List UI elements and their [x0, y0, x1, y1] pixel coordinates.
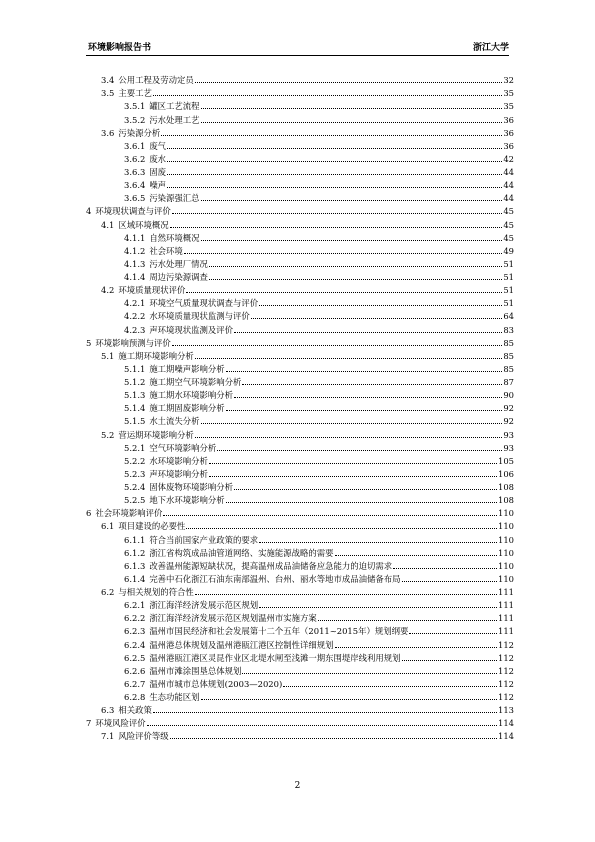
- toc-entry-title: 施工期水环境影响分析: [149, 390, 234, 401]
- toc-entry[interactable]: [86, 610, 514, 623]
- toc-entry[interactable]: [86, 85, 514, 98]
- toc-entry[interactable]: [86, 243, 514, 256]
- toc-entry-page: 36: [503, 114, 514, 125]
- toc-entry-number: 6.2.8: [124, 692, 146, 702]
- toc-dot-leader: [242, 673, 497, 674]
- toc-entry-page: 45: [503, 206, 514, 217]
- toc-entry-number: 5.1.5: [124, 416, 146, 427]
- toc-entry-page: 87: [503, 377, 514, 387]
- toc-entry[interactable]: [86, 650, 514, 663]
- toc-entry[interactable]: [86, 492, 514, 505]
- toc-entry-page: 44: [503, 193, 514, 204]
- toc-dot-leader: [402, 660, 497, 661]
- toc-dot-leader: [170, 227, 503, 228]
- toc-entry-number: 6.1.2: [124, 547, 146, 558]
- toc-entry-page: 112: [498, 639, 514, 650]
- toc-entry-page: 45: [503, 232, 514, 243]
- toc-dot-leader: [209, 279, 502, 280]
- toc-entry[interactable]: [86, 466, 514, 479]
- toc-entry[interactable]: [86, 571, 514, 584]
- toc-dot-leader: [409, 633, 497, 634]
- toc-entry-page: 108: [498, 482, 514, 492]
- toc-entry-page: 49: [503, 245, 514, 256]
- toc-entry-number: 6.3: [101, 705, 115, 716]
- toc-entry-number: 7: [86, 718, 92, 729]
- toc-entry-title: 与相关规划的符合性: [118, 587, 194, 597]
- toc-entry-title: 固体废物环境影响分析: [149, 482, 234, 492]
- toc-dot-leader: [209, 266, 502, 267]
- toc-entry[interactable]: [86, 663, 514, 676]
- toc-entry-page: 112: [498, 665, 514, 676]
- toc-entry-page: 114: [498, 731, 514, 742]
- toc-entry[interactable]: [86, 72, 514, 85]
- toc-entry-number: 3.4: [101, 75, 115, 86]
- toc-entry[interactable]: [86, 676, 514, 689]
- toc-entry-title: 浙江海洋经济发展示范区规划温州市实施方案: [149, 613, 317, 624]
- toc-dot-leader: [201, 423, 503, 424]
- toc-dot-leader: [195, 358, 503, 359]
- toc-entry-title: 营运期环境影响分析: [118, 429, 194, 440]
- toc-entry-title: 声环境影响分析: [149, 468, 208, 479]
- toc-entry-number: 6: [86, 508, 92, 519]
- toc-dot-leader: [217, 450, 502, 451]
- toc-entry-page: 45: [503, 219, 514, 230]
- toc-entry-number: 4.1.3: [124, 258, 146, 269]
- toc-entry-title: 污染源分析: [118, 127, 161, 138]
- toc-dot-leader: [186, 292, 502, 293]
- toc-entry-page: 110: [498, 534, 514, 545]
- toc-entry-page: 111: [498, 600, 514, 611]
- toc-entry-title: 施工期环境影响分析: [118, 350, 194, 361]
- toc-entry-title: 温州市滩涂围垦总体规划: [149, 665, 242, 676]
- toc-entry-number: 4.1.1: [124, 232, 146, 243]
- toc-entry[interactable]: [86, 387, 514, 400]
- toc-entry-title: 罐区工艺流程: [149, 101, 200, 112]
- toc-entry-title: 地下水环境影响分析: [149, 495, 225, 506]
- toc-entry-title: 环境空气质量现状调查与评价: [149, 298, 259, 309]
- toc-dot-leader: [161, 135, 502, 136]
- toc-entry-number: 7.1: [101, 731, 115, 742]
- toc-entry-page: 113: [498, 705, 514, 716]
- toc-entry-number: 5.1.1: [124, 363, 146, 374]
- toc-dot-leader: [201, 200, 503, 201]
- toc-entry[interactable]: [86, 203, 514, 216]
- toc-dot-leader: [234, 489, 497, 490]
- toc-entry-page: 110: [498, 573, 514, 584]
- toc-entry-page: 42: [503, 153, 514, 164]
- toc-dot-leader: [226, 410, 503, 411]
- toc-entry-number: 5.2.2: [124, 455, 146, 466]
- toc-dot-leader: [163, 515, 497, 516]
- toc-entry-title: 区域环境概况: [118, 219, 169, 230]
- toc-entry[interactable]: [86, 361, 514, 374]
- toc-dot-leader: [283, 686, 497, 687]
- toc-entry-number: 6.2.1: [124, 600, 146, 611]
- toc-dot-leader: [167, 161, 502, 162]
- page-number: 2: [294, 781, 301, 791]
- toc-entry[interactable]: [86, 413, 514, 426]
- toc-entry-page: 85: [503, 337, 514, 348]
- toc-entry[interactable]: [86, 584, 514, 597]
- toc-entry-title: 自然环境概况: [149, 232, 200, 243]
- toc-dot-leader: [167, 174, 502, 175]
- toc-entry[interactable]: [86, 545, 514, 558]
- toc-entry-title: 主要工艺: [118, 88, 152, 99]
- toc-entry[interactable]: [86, 321, 514, 334]
- toc-entry-number: 6.2.2: [124, 613, 146, 624]
- toc-entry-page: 110: [498, 547, 514, 558]
- toc-dot-leader: [195, 594, 497, 595]
- toc-dot-leader: [201, 108, 503, 109]
- toc-entry-number: 4.2.3: [124, 324, 146, 335]
- toc-entry-number: 3.6.2: [124, 153, 146, 164]
- toc-entry[interactable]: [86, 479, 514, 492]
- header-report-title: 环境影响报告书: [88, 43, 152, 53]
- toc-entry-title: 环境质量现状评价: [118, 285, 186, 296]
- toc-entry-title: 浙江海洋经济发展示范区规划: [149, 600, 259, 611]
- toc-entry[interactable]: [86, 453, 514, 466]
- toc-entry[interactable]: [86, 282, 514, 295]
- toc-entry-page: 110: [498, 508, 514, 519]
- toc-entry-page: 35: [503, 88, 514, 99]
- toc-entry-title: 浙江省构筑成品油管道网络、实施能源战略的需要: [149, 547, 334, 558]
- toc-entry[interactable]: [86, 256, 514, 269]
- toc-entry-page: 51: [503, 298, 514, 309]
- toc-dot-leader: [335, 647, 497, 648]
- toc-entry[interactable]: [86, 98, 514, 111]
- toc-dot-leader: [147, 725, 497, 726]
- toc-entry[interactable]: [86, 125, 514, 138]
- toc-entry[interactable]: [86, 426, 514, 439]
- toc-entry-title: 温州港总体规划及温州港瓯江港区控制性详细规划: [149, 639, 334, 650]
- toc-entry-number: 6.2.4: [124, 639, 146, 650]
- toc-entry-title: 改善温州能源短缺状况，提高温州成品油储备应急能力的迫切需求: [149, 560, 393, 571]
- toc-entry-number: 5.1.3: [124, 390, 146, 401]
- toc-entry[interactable]: [86, 597, 514, 610]
- toc-entry-page: 36: [503, 127, 514, 138]
- toc-dot-leader: [259, 542, 497, 543]
- toc-entry[interactable]: [86, 111, 514, 124]
- toc-entry-title: 污水处理工艺: [149, 114, 200, 125]
- toc-entry-page: 111: [498, 613, 514, 624]
- toc-entry-page: 106: [498, 468, 514, 479]
- toc-entry-number: 4.1: [101, 219, 115, 230]
- toc-dot-leader: [234, 332, 502, 333]
- toc-entry-number: 3.6.4: [124, 180, 146, 191]
- toc-dot-leader: [209, 463, 497, 464]
- toc-dot-leader: [209, 476, 497, 477]
- toc-entry-number: 6.2.3: [124, 626, 146, 637]
- toc-entry[interactable]: [86, 335, 514, 348]
- toc-entry[interactable]: [86, 689, 514, 702]
- toc-entry-number: 6.2.7: [124, 678, 146, 689]
- header-rule: [86, 55, 509, 56]
- toc-entry-title: 相关政策: [118, 705, 152, 716]
- toc-dot-leader: [318, 620, 497, 621]
- toc-entry-number: 3.6.1: [124, 140, 146, 151]
- toc-entry[interactable]: [86, 518, 514, 531]
- toc-entry[interactable]: [86, 190, 514, 203]
- toc-entry-number: 5.2.1: [124, 442, 146, 453]
- toc-entry-page: 114: [498, 718, 514, 729]
- toc-entry-page: 90: [503, 390, 514, 401]
- toc-entry-title: 施工期空气环境影响分析: [149, 377, 242, 387]
- toc-entry-title: 污水处理厂情况: [149, 258, 208, 269]
- toc-entry-number: 5.2.3: [124, 468, 146, 479]
- toc-entry-page: 44: [503, 167, 514, 177]
- toc-entry-title: 环境风险评价: [95, 718, 146, 729]
- toc-dot-leader: [226, 502, 497, 503]
- toc-dot-leader: [184, 253, 503, 254]
- toc-entry-number: 3.6.5: [124, 193, 146, 204]
- toc-dot-leader: [402, 581, 497, 582]
- toc-entry-page: 85: [503, 363, 514, 374]
- toc-entry-title: 废水: [149, 153, 167, 164]
- toc-entry-title: 温州市城市总体规划(2003—2020): [149, 678, 283, 689]
- toc-entry-title: 公用工程及劳动定员: [118, 75, 194, 86]
- toc-entry-number: 3.6: [101, 127, 115, 138]
- toc-entry-page: 51: [503, 285, 514, 296]
- toc-entry[interactable]: [86, 374, 514, 387]
- toc-entry-page: 32: [503, 75, 514, 86]
- toc-entry-page: 112: [498, 692, 514, 702]
- toc-dot-leader: [167, 187, 502, 188]
- toc-dot-leader: [201, 699, 497, 700]
- toc-entry-title: 温州市国民经济和社会发展第十二个五年（2011~2015年）规划纲要: [149, 626, 409, 637]
- toc-entry-number: 4: [86, 206, 92, 217]
- toc-entry[interactable]: [86, 164, 514, 177]
- toc-entry-number: 6.1.4: [124, 573, 146, 584]
- toc-dot-leader: [226, 371, 503, 372]
- toc-entry-page: 112: [498, 678, 514, 689]
- toc-entry-page: 51: [503, 258, 514, 269]
- toc-entry-number: 5.1.2: [124, 377, 146, 387]
- toc-entry-title: 声环境现状监测及评价: [149, 324, 234, 335]
- toc-entry-number: 4.1.4: [124, 272, 146, 282]
- toc-entry-page: 108: [498, 495, 514, 506]
- toc-entry-title: 施工期噪声影响分析: [149, 363, 225, 374]
- toc-entry-page: 111: [498, 587, 514, 597]
- toc-entry-title: 噪声: [149, 180, 167, 191]
- toc-entry[interactable]: [86, 636, 514, 649]
- toc-entry-title: 温州港瓯江港区灵昆作业区北堤水闸至浅滩一期东围堤岸线利用规划: [149, 652, 401, 663]
- toc-entry-page: 105: [498, 455, 514, 466]
- toc-entry[interactable]: [86, 138, 514, 151]
- toc-entry[interactable]: [86, 216, 514, 229]
- toc-entry-page: 111: [498, 626, 514, 637]
- toc-dot-leader: [195, 82, 503, 83]
- toc-entry[interactable]: [86, 400, 514, 413]
- toc-entry-number: 6.2.5: [124, 652, 146, 663]
- toc-entry[interactable]: [86, 151, 514, 164]
- toc-entry-number: 3.5.1: [124, 101, 146, 112]
- toc-dot-leader: [172, 345, 503, 346]
- toc-entry-page: 83: [503, 324, 514, 335]
- toc-entry-number: 4.2: [101, 285, 115, 296]
- toc-entry[interactable]: [86, 531, 514, 544]
- toc-entry-number: 6.2: [101, 587, 115, 597]
- toc-entry-title: 污染源强汇总: [149, 193, 200, 204]
- toc-entry[interactable]: [86, 505, 514, 518]
- toc-dot-leader: [186, 528, 497, 529]
- table-of-contents: [86, 72, 514, 741]
- toc-dot-leader: [251, 318, 503, 319]
- toc-dot-leader: [153, 712, 497, 713]
- toc-entry[interactable]: [86, 702, 514, 715]
- toc-entry-number: 5.1.4: [124, 403, 146, 414]
- toc-dot-leader: [201, 122, 503, 123]
- toc-dot-leader: [259, 607, 497, 608]
- toc-entry-title: 空气环境影响分析: [149, 442, 217, 453]
- toc-dot-leader: [393, 568, 497, 569]
- toc-entry-number: 4.2.2: [124, 311, 146, 322]
- toc-entry-title: 符合当前国家产业政策的要求: [149, 534, 259, 545]
- toc-entry-page: 36: [503, 140, 514, 151]
- toc-entry-page: 35: [503, 101, 514, 112]
- toc-entry[interactable]: [86, 230, 514, 243]
- toc-entry-page: 110: [498, 521, 514, 532]
- toc-entry[interactable]: [86, 623, 514, 636]
- toc-dot-leader: [201, 240, 503, 241]
- toc-entry-page: 44: [503, 180, 514, 191]
- toc-entry-title: 环境影响预测与评价: [95, 337, 171, 348]
- toc-entry-page: 92: [503, 416, 514, 427]
- toc-entry-number: 6.1: [101, 521, 115, 532]
- toc-entry-page: 51: [503, 272, 514, 282]
- toc-entry-number: 6.2.6: [124, 665, 146, 676]
- toc-entry[interactable]: [86, 177, 514, 190]
- toc-dot-leader: [335, 555, 497, 556]
- toc-entry-title: 水土流失分析: [149, 416, 200, 427]
- toc-entry-number: 3.6.3: [124, 167, 146, 177]
- toc-entry-number: 5.2: [101, 429, 115, 440]
- toc-entry-page: 85: [503, 350, 514, 361]
- toc-entry-title: 生态功能区划: [149, 692, 200, 702]
- toc-entry-title: 社会环境: [149, 245, 183, 256]
- toc-entry[interactable]: [86, 295, 514, 308]
- toc-entry-number: 6.1.1: [124, 534, 146, 545]
- toc-entry-number: 5.2.4: [124, 482, 146, 492]
- page-header: [88, 38, 509, 54]
- toc-entry-title: 固废: [149, 167, 167, 177]
- toc-entry-title: 水环境质量现状监测与评价: [149, 311, 250, 322]
- toc-entry-title: 废气: [149, 140, 167, 151]
- toc-entry-title: 风险评价等级: [118, 731, 169, 742]
- toc-entry[interactable]: [86, 308, 514, 321]
- toc-entry[interactable]: [86, 728, 514, 741]
- header-institution: 浙江大学: [472, 43, 509, 53]
- toc-entry-title: 社会环境影响评价: [95, 508, 163, 519]
- toc-entry-title: 水环境影响分析: [149, 455, 208, 466]
- toc-entry-number: 5.2.5: [124, 495, 146, 506]
- toc-entry-page: 92: [503, 403, 514, 414]
- toc-dot-leader: [172, 213, 503, 214]
- toc-entry-page: 64: [503, 311, 514, 322]
- toc-entry-number: 4.2.1: [124, 298, 146, 309]
- toc-entry[interactable]: [86, 348, 514, 361]
- toc-dot-leader: [195, 437, 503, 438]
- toc-dot-leader: [167, 148, 502, 149]
- toc-dot-leader: [170, 738, 497, 739]
- toc-entry-title: 项目建设的必要性: [118, 521, 186, 532]
- toc-entry-title: 完善中石化浙江石油东南部温州、台州、丽水等地市成品油储备布局: [149, 573, 401, 584]
- toc-entry-title: 施工期固废影响分析: [149, 403, 225, 414]
- toc-entry[interactable]: [86, 269, 514, 282]
- toc-entry-page: 93: [503, 429, 514, 440]
- toc-entry-number: 4.1.2: [124, 245, 146, 256]
- toc-entry[interactable]: [86, 558, 514, 571]
- toc-entry-page: 112: [498, 652, 514, 663]
- toc-dot-leader: [234, 397, 502, 398]
- toc-entry-number: 5: [86, 337, 92, 348]
- toc-entry-page: 110: [498, 560, 514, 571]
- toc-entry[interactable]: [86, 715, 514, 728]
- toc-entry-title: 周边污染源调查: [149, 272, 208, 282]
- toc-dot-leader: [259, 305, 502, 306]
- toc-entry-number: 3.5.2: [124, 114, 146, 125]
- toc-entry-number: 5.1: [101, 350, 115, 361]
- toc-entry-page: 93: [503, 442, 514, 453]
- toc-dot-leader: [153, 95, 503, 96]
- toc-entry-number: 6.1.3: [124, 560, 146, 571]
- toc-dot-leader: [242, 384, 502, 385]
- toc-entry[interactable]: [86, 440, 514, 453]
- toc-entry-title: 环境现状调查与评价: [95, 206, 171, 217]
- toc-entry-number: 3.5: [101, 88, 115, 99]
